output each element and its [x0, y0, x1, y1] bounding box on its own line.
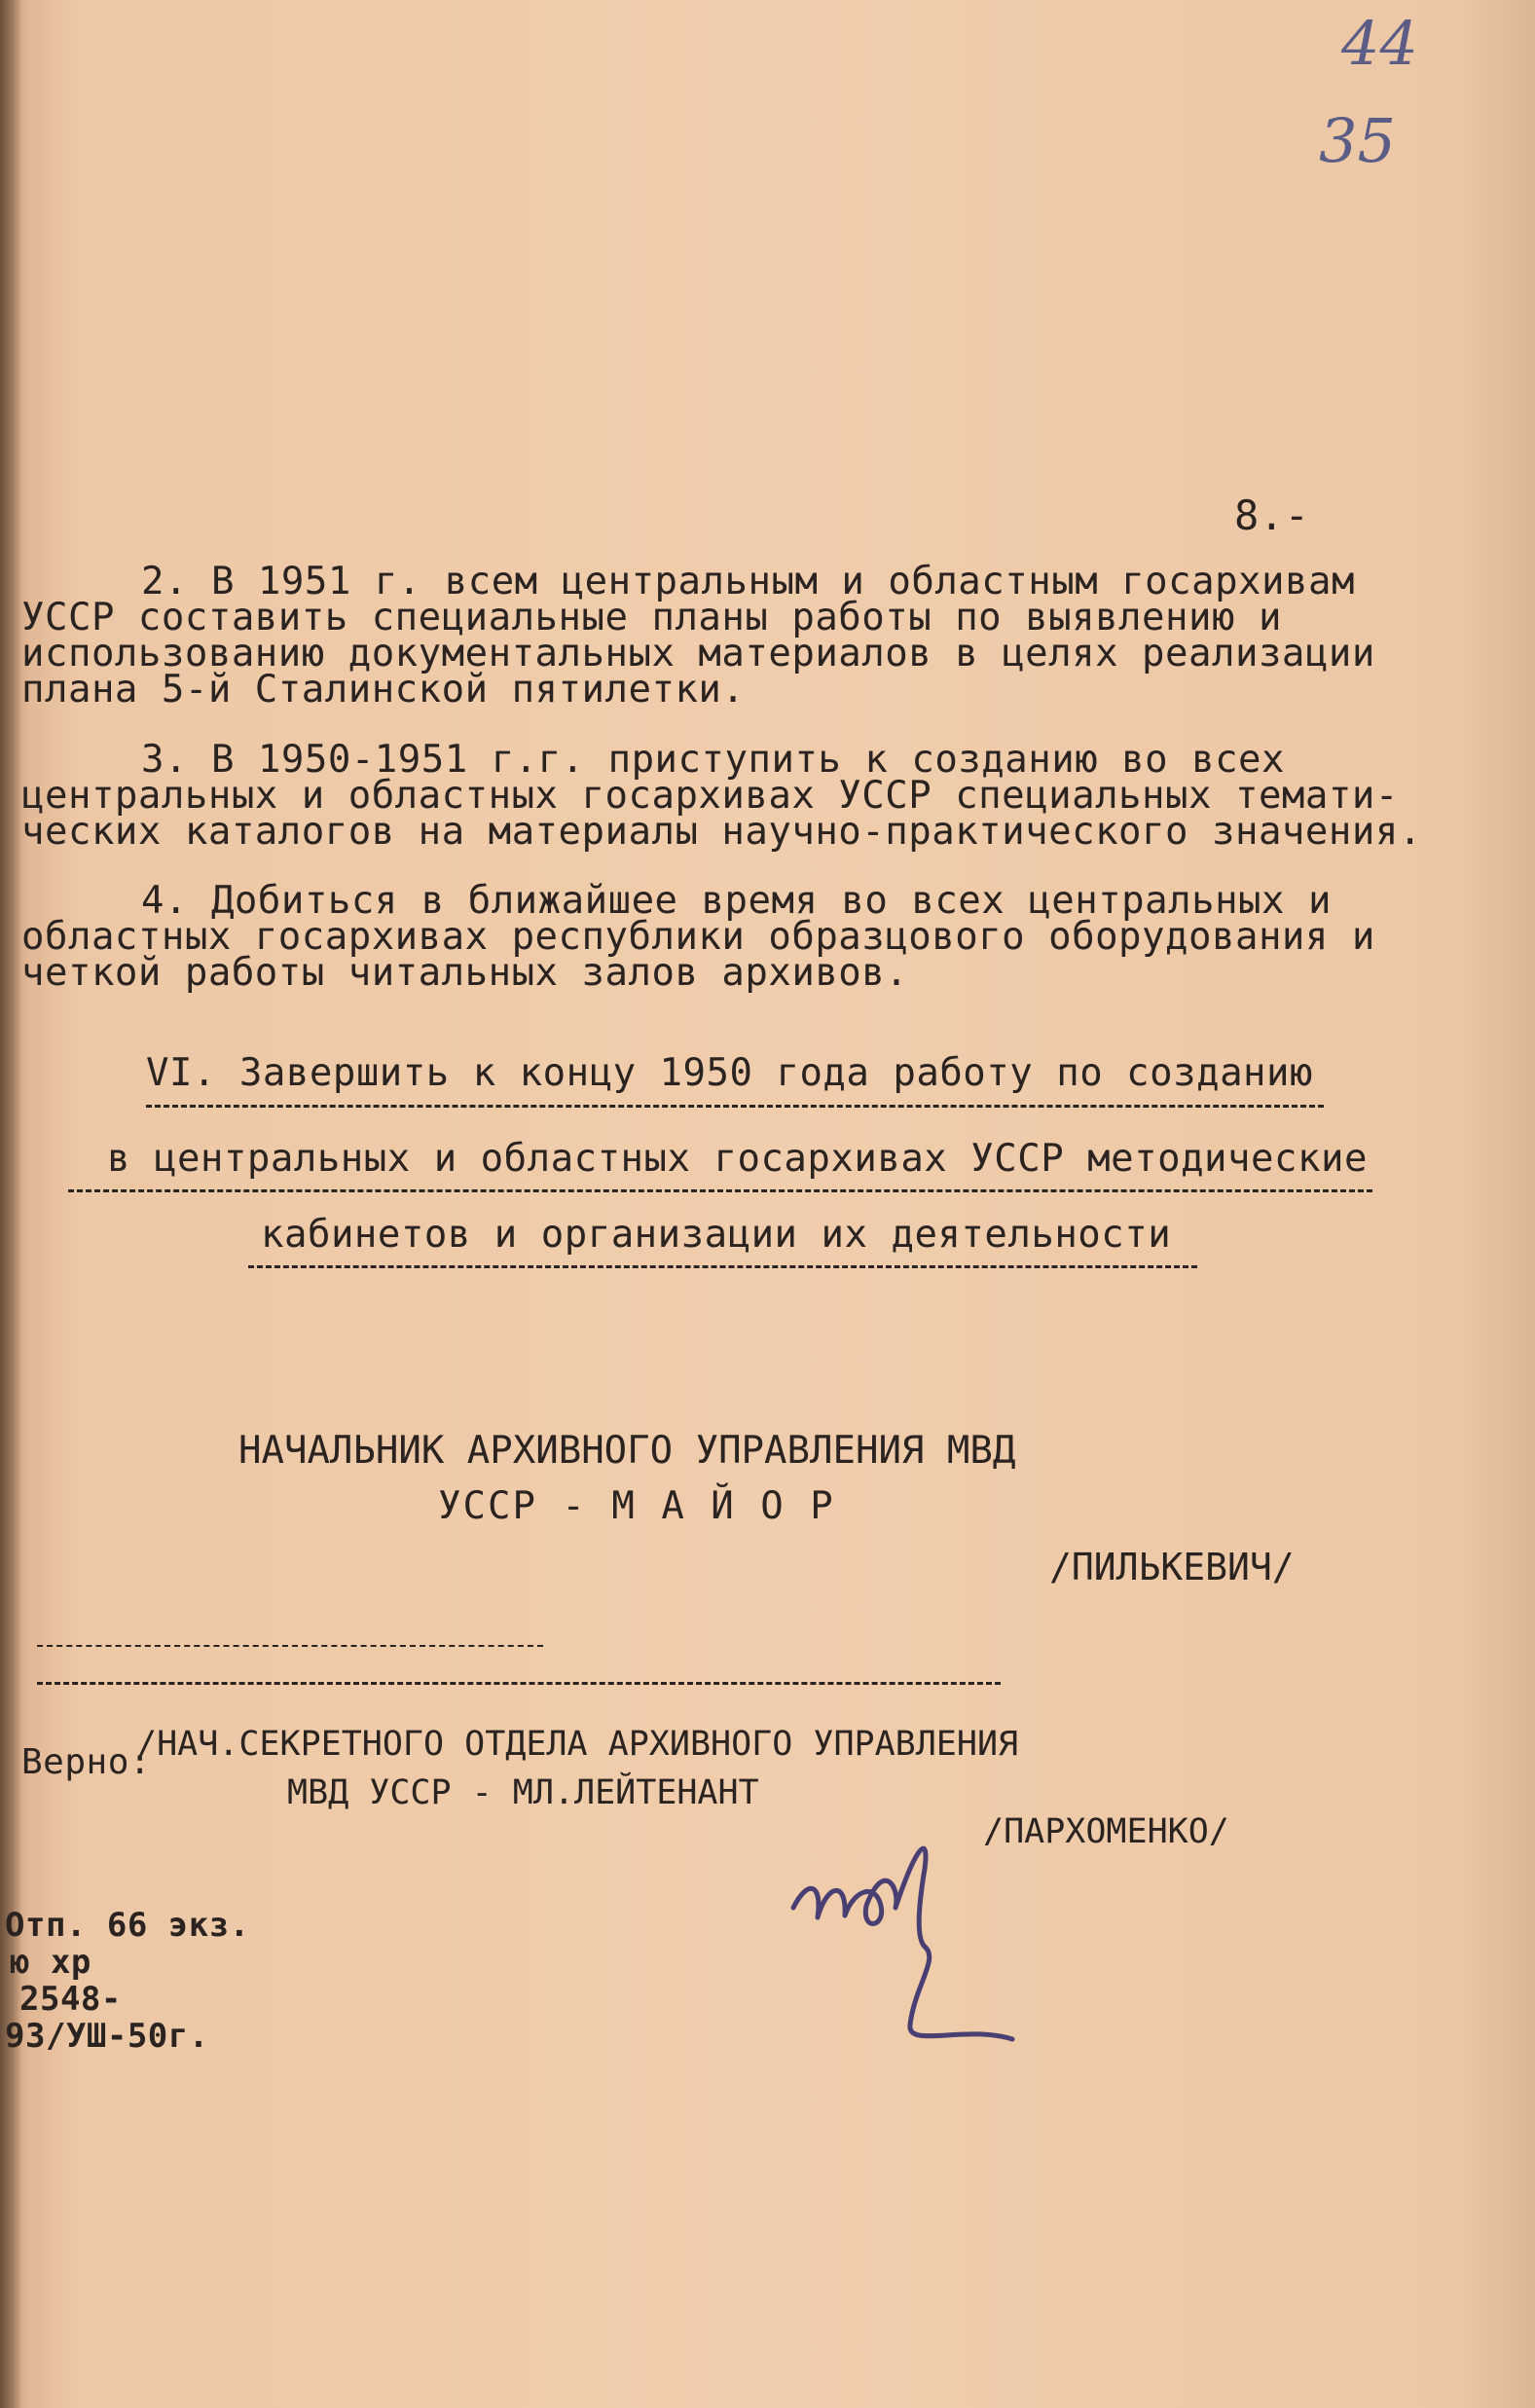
signature-title-line-2: УССР - М А Й О Р [438, 1484, 835, 1528]
item-4-line-3: четкой работы читальных залов архивов. [21, 951, 909, 995]
item-3-line-2: центральных и областных госархивах УССР специальных темати- [21, 774, 1399, 818]
item-2-line-2: УССР составить специальные планы работы по выявлению и [21, 596, 1282, 639]
item-2-line-1: 2. В 1951 г. всем центральным и областным госархивам [141, 560, 1355, 603]
section-6-underline-1 [146, 1105, 1324, 1108]
verification-title-line-1: /НАЧ.СЕКРЕТНОГО ОТДЕЛА АРХИВНОГО УПРАВЛЕНИЯ [136, 1725, 1019, 1764]
verification-name: /ПАРХОМЕНКО/ [983, 1812, 1229, 1851]
signature-title-line-1: НАЧАЛЬНИК АРХИВНОГО УПРАВЛЕНИЯ МВД [238, 1429, 1016, 1473]
section-6-line-1: VI. Завершить к концу 1950 года работу по созданию [146, 1051, 1313, 1095]
footer-line-3: 2548- [19, 1980, 122, 2019]
page-number: 8.- [1234, 492, 1310, 539]
item-2-line-4: плана 5-й Сталинской пятилетки. [21, 668, 746, 711]
separator-line-2 [37, 1682, 1001, 1685]
section-6-line-3: кабинетов и организации их деятельности [261, 1213, 1172, 1257]
item-4-line-2: областных госархивах республики образцового оборудования и [21, 915, 1375, 959]
section-6-line-2: в центральных и областных госархивах УССР методические [107, 1137, 1368, 1181]
folio-number-top: 44 [1341, 8, 1418, 79]
folio-number-bottom: 35 [1319, 105, 1396, 176]
handwritten-signature [769, 1791, 1032, 2063]
separator-line-1 [37, 1645, 543, 1647]
signature-name: /ПИЛЬКЕВИЧ/ [1049, 1546, 1295, 1588]
item-2-line-3: использованию документальных материалов в целях реализации [21, 632, 1375, 675]
verification-label: Верно: [21, 1742, 152, 1782]
section-6-underline-3 [248, 1265, 1197, 1268]
item-3-line-3: ческих каталогов на материалы научно-практического значения. [21, 810, 1422, 854]
section-6-underline-2 [68, 1189, 1372, 1192]
footer-registration: 93/УШ-50г. [5, 2017, 209, 2056]
footer-copies: Отп. 66 экз. [5, 1906, 250, 1945]
verification-title-line-2: МВД УССР - МЛ.ЛЕЙТЕНАНТ [287, 1773, 759, 1812]
item-3-line-1: 3. В 1950-1951 г.г. приступить к созданию во всех [141, 738, 1286, 782]
item-4-line-1: 4. Добиться в ближайшее время во всех центральных и [141, 879, 1332, 923]
footer-line-2: ю хр [10, 1943, 91, 1982]
